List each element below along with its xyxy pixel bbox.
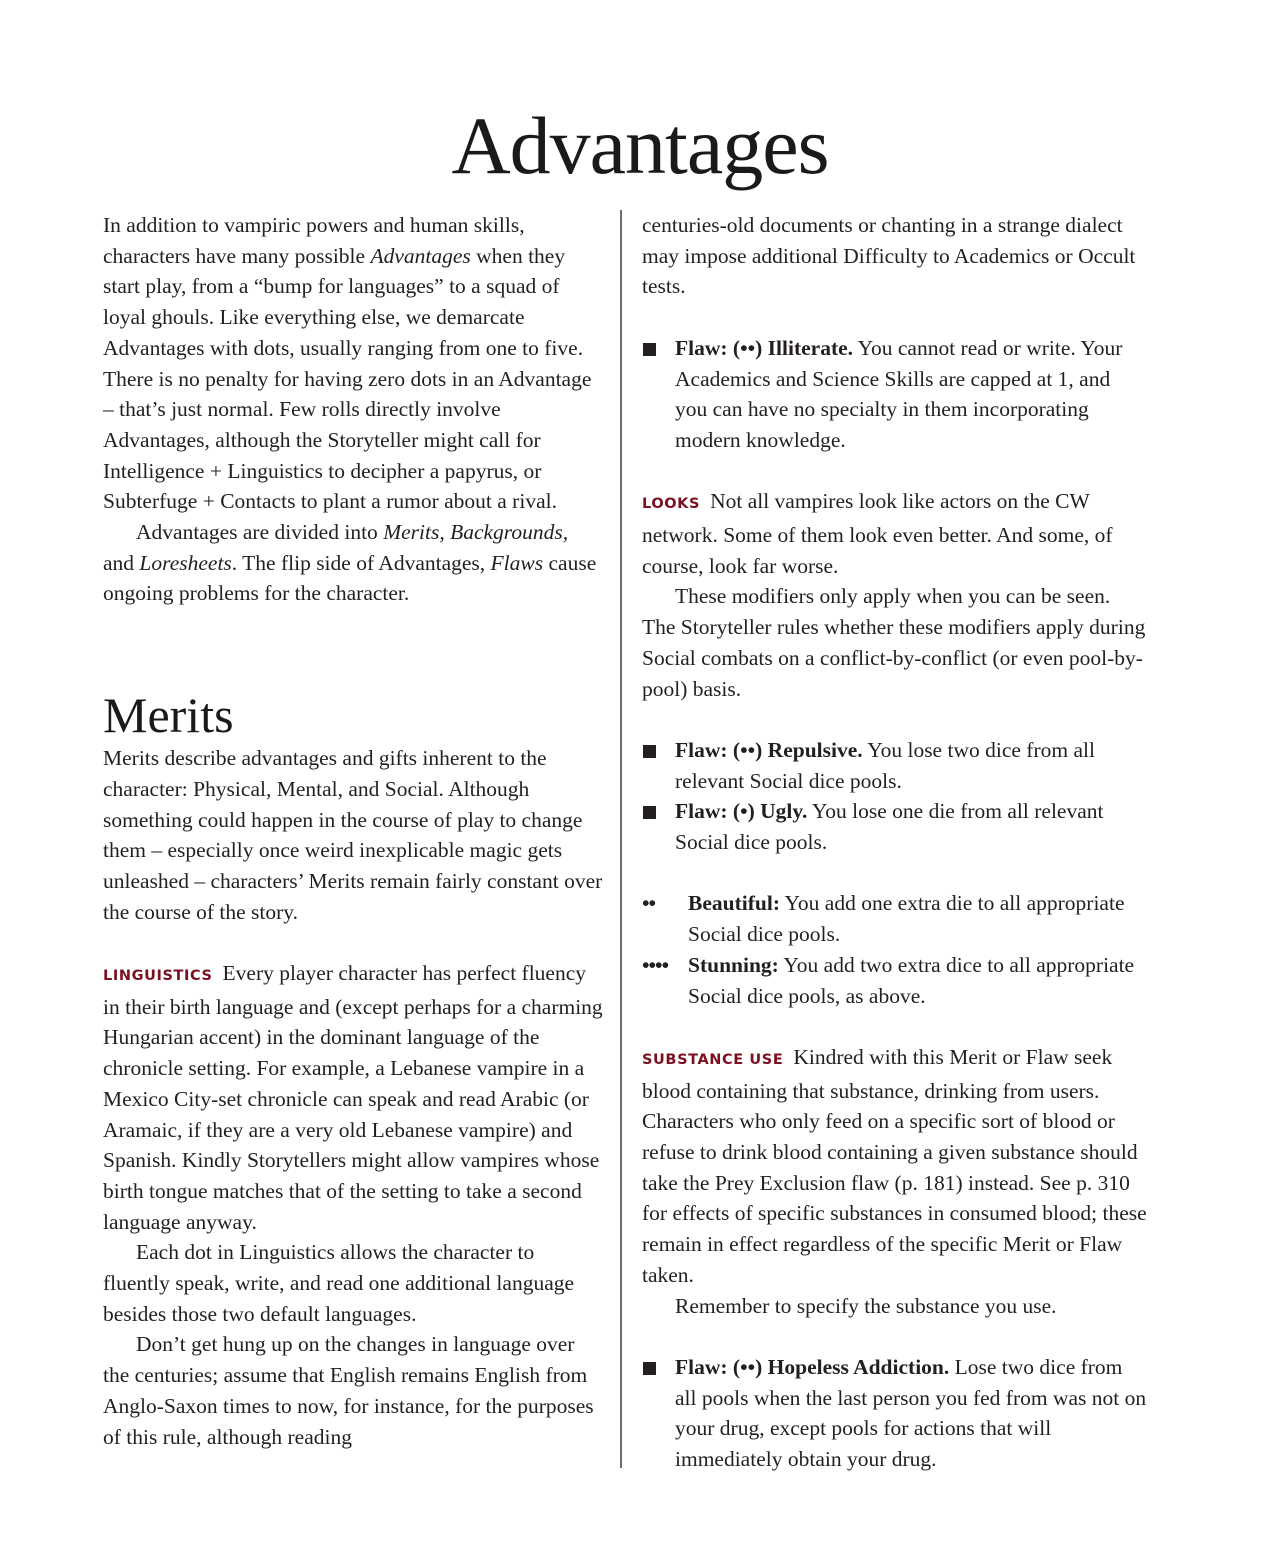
square-bullet-icon <box>643 745 656 758</box>
flaw-title: Flaw: (••) Hopeless Addiction. <box>675 1354 950 1379</box>
linguistics-paragraph <box>103 958 603 1237</box>
merit-text: You add one extra die to all appropriate Social dice pools. <box>688 891 1125 947</box>
intro-paragraph-2 <box>103 517 603 609</box>
substance-use-paragraph-2: Remember to specify the substance you use. <box>675 1293 1057 1318</box>
section-heading-merits: Merits <box>103 687 234 744</box>
text: and <box>103 550 140 575</box>
dot-rating: •••• <box>642 952 669 977</box>
dot-rating: •• <box>642 891 656 916</box>
continued-paragraph: centuries-old documents or chanting in a strange dialect may impose additional Difficulty to Academics or Occult tests. <box>642 213 1136 299</box>
flaw-text: You lose one die from all relevant Social dice pools. <box>675 799 1104 855</box>
flaw-hopeless-addiction <box>642 1352 1147 1475</box>
substance-use-label: SUBSTANCE USE <box>642 1051 784 1068</box>
merits-paragraph: Merits describe advantages and gifts inherent to the character: Physical, Mental, and Social. Although something could happen in the course of play to change them – especially once weird inexplicable magic gets unleashed – characters’ Merits remain fairly constant over the course of the story. <box>103 746 603 924</box>
emphasis: Merits, Backgrounds, <box>383 520 569 545</box>
text: cause ongoing problems for the character. <box>103 550 597 606</box>
substance-use-paragraph <box>642 1042 1147 1291</box>
flaw-illiterate <box>642 333 1147 456</box>
flaw-ugly <box>642 796 1147 857</box>
merit-beautiful <box>642 888 1147 949</box>
emphasis: Flaws <box>490 550 544 575</box>
left-column <box>103 210 603 1452</box>
looks-paragraph <box>642 486 1147 581</box>
emphasis: Loresheets <box>139 550 232 575</box>
flaw-repulsive <box>642 735 1147 796</box>
linguistics-paragraph-3: Don’t get hung up on the changes in language over the centuries; assume that English remains English from Anglo-Saxon times to now, for instance, for the purposes of this rule, although reading <box>103 1332 594 1449</box>
right-column <box>642 210 1147 1475</box>
linguistics-paragraph-2: Each dot in Linguistics allows the character to fluently speak, write, and read one additional language besides those two default languages. <box>103 1240 575 1326</box>
square-bullet-icon <box>643 1362 656 1375</box>
square-bullet-icon <box>643 343 656 356</box>
linguistics-label: LINGUISTICS <box>103 968 213 985</box>
intro-text: when they start play, from a “bump for languages” to a squad of loyal ghouls. Like everything else, we demarcate Advantages with dots, usually ranging from one to five. There is no penalty for having zero dots in an Advantage – that’s just normal. Few rolls directly involve Advantages, although the Storyteller might call for Intelligence + Linguistics to decipher a papyrus, or Subterfuge + Contacts to plant a rumor about a rival. <box>103 243 592 514</box>
flaw-title: Flaw: (••) Repulsive. <box>675 737 863 762</box>
flaw-text: Lose two dice from all pools when the last person you fed from was not on your drug, except pools for actions that will immediately obtain your drug. <box>675 1354 1147 1472</box>
flaw-text: You cannot read or write. Your Academics and Science Skills are capped at 1, and you can have no specialty in them incorporating modern knowledge. <box>675 335 1123 452</box>
text: . The flip side of Advantages, <box>231 550 491 575</box>
text: Not all vampires look like actors on the CW network. Some of them look even better. And some, of course, look far worse. <box>642 489 1113 578</box>
merit-text: You add two extra dice to all appropriate Social dice pools, as above. <box>688 952 1135 1008</box>
flaw-title: Flaw: (•) Ugly. <box>675 799 808 824</box>
text: Advantages are divided into <box>136 520 384 545</box>
page-title: Advantages <box>451 100 829 191</box>
text: Kindred with this Merit or Flaw seek blood containing that substance, drinking from users. Characters who only feed on a specific sort of blood or refuse to drink blood containing a given substance should take the Prey Exclusion flaw (p. 181) instead. See p. 310 for effects of specific substances in consumed blood; these remain in effect regardless of the specific Merit or Flaw taken. <box>642 1044 1147 1287</box>
text: Every player character has perfect fluency in their birth language and (except perhaps for a charming Hungarian accent) in the dominant language of the chronicle setting. For example, a Lebanese vampire in a Mexico City-set chronicle can speak and read Arabic (or Aramaic, if they are a very old Lebanese vampire) and Spanish. Kindly Storytellers might allow vampires whose birth tongue matches that of the setting to take a second language anyway. <box>103 961 603 1234</box>
intro-text: In addition to vampiric powers and human skills, characters have many possible <box>103 213 525 268</box>
looks-label: LOOKS <box>642 496 701 513</box>
merit-title: Beautiful: <box>688 891 780 916</box>
flaw-title: Flaw: (••) Illiterate. <box>675 335 854 360</box>
intro-paragraph <box>103 210 603 517</box>
merit-stunning <box>642 950 1147 1011</box>
square-bullet-icon <box>643 806 656 819</box>
flaw-text: You lose two dice from all relevant Social dice pools. <box>675 737 1095 793</box>
column-divider <box>620 210 622 1468</box>
merit-title: Stunning: <box>688 952 779 977</box>
looks-paragraph-2: These modifiers only apply when you can be seen. The Storyteller rules whether these modifiers apply during Social combats on a conflict-by-conflict (or even pool-by-pool) basis. <box>642 584 1146 701</box>
intro-emphasis: Advantages <box>370 243 471 268</box>
